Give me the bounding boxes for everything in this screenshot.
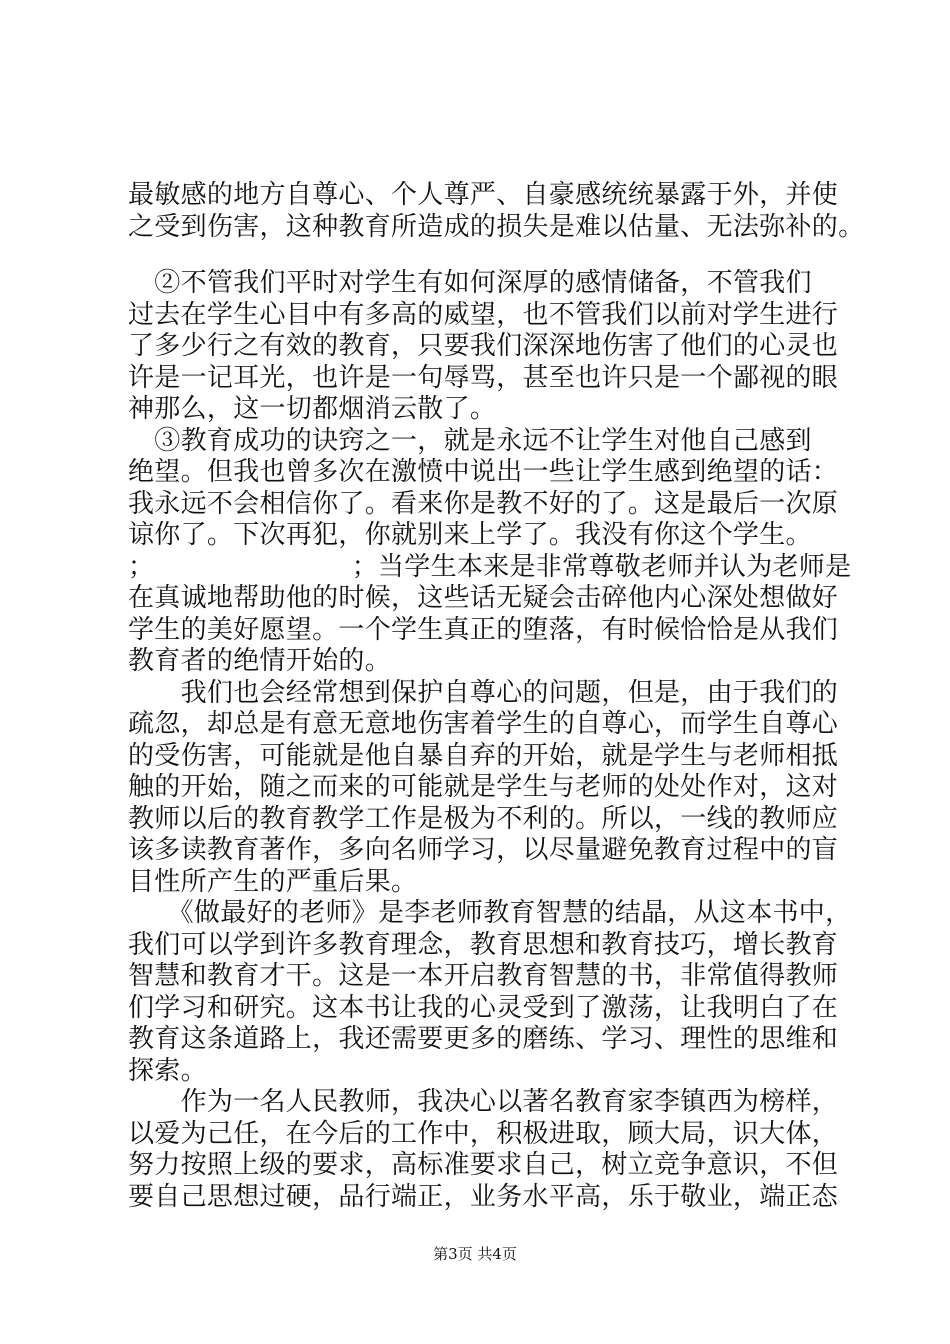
- text-line: 作为一名人民教师，我决心以著名教育家李镇西为榜样，: [128, 1087, 839, 1117]
- text-line: 触的开始，随之而来的可能就是学生与老师的处处作对，这对: [128, 772, 839, 802]
- text-line: 我们可以学到许多教育理念，教育思想和教育技巧，增长教育: [128, 929, 839, 960]
- text-line: 该多读教育著作，多向名师学习，以尽量避免教育过程中的盲: [128, 835, 839, 865]
- paragraph-block-1: [128, 180, 865, 243]
- text-line: 教师以后的教育教学工作是极为不利的。所以，一线的教师应: [128, 803, 839, 834]
- page-footer: 第3页 共4页: [433, 1245, 517, 1263]
- text-line: 教育这条道路上，我还需要更多的磨练、学习、理性的思维和: [128, 1024, 839, 1054]
- text-line: 疏忽，却总是有意无意地伤害着学生的自尊心，而学生自尊心: [128, 709, 839, 739]
- text-line: 过去在学生心目中有多高的威望，也不管我们以前对学生进行: [128, 299, 839, 330]
- text-line: 的受伤害，可能就是他自暴自弃的开始，就是学生与老师相抵: [128, 740, 839, 771]
- text-line: 之受到伤害，这种教育所造成的损失是难以估量、无法弥补的。: [128, 211, 865, 242]
- text-line: 智慧和教育才干。这是一本开启教育智慧的书，非常值得教师: [128, 961, 839, 991]
- text-line: ②不管我们平时对学生有如何深厚的感情储备，不管我们: [128, 268, 812, 298]
- text-line: 最敏感的地方自尊心、个人尊严、自豪感统统暴露于外，并使: [128, 180, 839, 210]
- text-line: 以爱为己任，在今后的工作中，积极进取，顾大局，识大体，: [128, 1118, 839, 1149]
- text-line: 教育者的绝情开始的。: [128, 646, 392, 676]
- text-line: 们学习和研究。这本书让我的心灵受到了激荡，让我明白了在: [128, 992, 839, 1023]
- text-line: 谅你了。下次再犯，你就别来上学了。我没有你这个学生。: [128, 520, 812, 550]
- text-line: 我们也会经常想到保护自尊心的问题，但是，由于我们的: [128, 677, 839, 708]
- text-line: ； ；当学生本来是非常尊敬老师并认为老师是: [128, 551, 852, 582]
- text-line: 《做最好的老师》是李老师教育智慧的结晶，从这本书中，: [128, 898, 852, 928]
- text-line: 许是一记耳光，也许是一句辱骂，甚至也许只是一个鄙视的眼: [128, 362, 839, 393]
- text-line: 我永远不会相信你了。看来你是教不好的了。这是最后一次原: [128, 488, 839, 519]
- text-line: 学生的美好愿望。一个学生真正的堕落，有时候恰恰是从我们: [128, 614, 839, 645]
- text-line: 努力按照上级的要求，高标准要求自己，树立竞争意识，不但: [128, 1150, 839, 1180]
- text-line: 在真诚地帮助他的时候，这些话无疑会击碎他内心深处想做好: [128, 583, 839, 613]
- text-line: 了多少行之有效的教育，只要我们深深地伤害了他们的心灵也: [128, 331, 839, 361]
- text-line: 要自己思想过硬，品行端正，业务水平高，乐于敬业，端正态: [128, 1181, 839, 1212]
- text-line: 目性所产生的严重后果。: [128, 866, 418, 897]
- text-line: 探索。: [128, 1055, 207, 1086]
- text-line: 绝望。但我也曾多次在激愤中说出一些让学生感到绝望的话：: [128, 457, 839, 487]
- text-line: ③教育成功的诀窍之一，就是永远不让学生对他自己感到: [128, 425, 812, 456]
- paragraph-block-2: [128, 268, 852, 1213]
- text-line: 神那么，这一切都烟消云散了。: [128, 394, 497, 424]
